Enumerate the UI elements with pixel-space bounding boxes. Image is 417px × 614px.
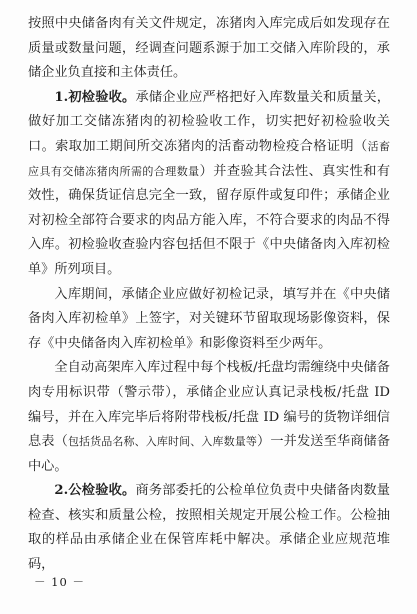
paragraph-2-note: 活畜应具有交储冻猪肉所需的合理数量 (28, 139, 391, 178)
section-heading-public-inspection: 2.公检验收。 (54, 483, 136, 499)
paragraph-3-text: 入库期间，承储企业应做好初检记录，填写并在《中央储备肉入库初检单》上签字，对关键环节留取现场影像资料，保存《中央储备肉入库初检单》和影像资料至少两年。 (28, 286, 390, 351)
paragraph-4-text-a: 全自动高架库入库过程中每个栈板/托盘均需缠绕中央储备肉专用标识带（警示带），承储企业应认真记录栈板/托盘 ID 编号，并在入库完毕后将附带栈板/托盘 ID 编号的货物详细信息表（ (28, 360, 390, 450)
paragraph-5-text: 商务部委托的公检单位负责中央储备肉数量检查、核实和质量公检，按照相关规定开展公检工作。公检抽取的样品由承储企业在保管库耗中解决。承储企业应规范堆码， (28, 483, 390, 573)
paragraph-4 (28, 356, 390, 479)
document-body (28, 12, 390, 578)
paragraph-4-note: 包括货品名称、入库时间、入库数量等 (67, 435, 258, 449)
paragraph-2-text-b: ）并查验其合法性、真实性和有效性，确保货证信息完全一致，留存原件或复印件；承储企业对初检全部符合要求的肉品方能入库，不符合要求的肉品不得入库。初检验收查验内容包括但不限于《中央储备肉入库初检单》所列项目。 (28, 163, 391, 277)
paragraph-3 (28, 283, 390, 357)
paragraph-4-text-b: ）一并发送至华商储备中心。 (28, 434, 391, 474)
page-number: － 10 － (34, 575, 85, 589)
paragraph-1 (28, 12, 390, 86)
paragraph-2 (28, 86, 390, 283)
paragraph-5 (28, 479, 390, 577)
paragraph-1-text: 按照中央储备肉有关文件规定，冻猪肉入库完成后如发现存在质量或数量问题，经调查问题系源于加工交储入库阶段的，承储企业负直接和主体责任。 (28, 16, 390, 81)
section-heading-initial-inspection: 1.初检验收。 (54, 89, 136, 105)
paragraph-2-text-a: 承储企业应严格把好入库数量关和质量关，做好加工交储冻猪肉的初检验收工作，切实把好初检验收关口。索取加工期间所交冻猪肉的活畜动物检疫合格证明（ (28, 89, 390, 154)
